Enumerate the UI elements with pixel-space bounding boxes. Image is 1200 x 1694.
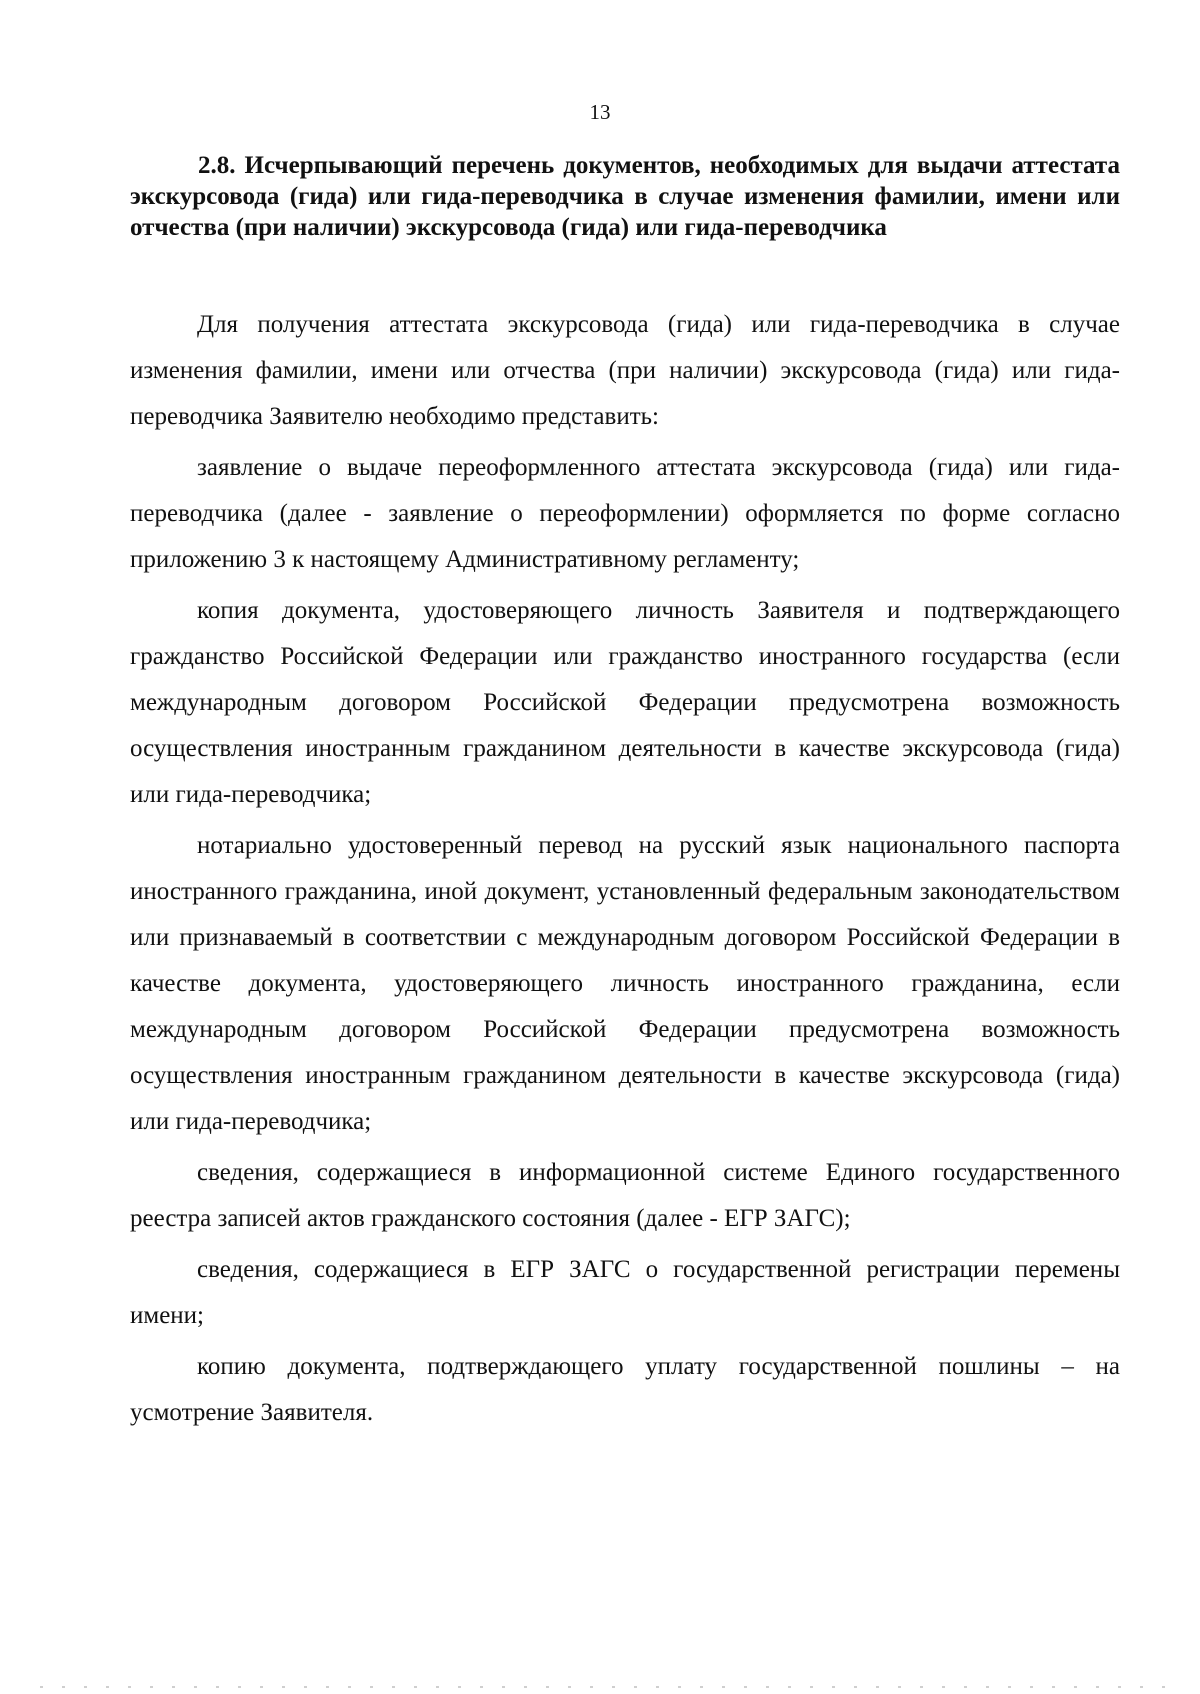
paragraph-name-change-info: сведения, содержащиеся в ЕГР ЗАГС о государственной регистрации перемены имени; xyxy=(130,1256,1120,1329)
document-body xyxy=(130,302,1120,1441)
scan-edge-artifact xyxy=(40,1686,1180,1688)
paragraph-egr-zags-info: сведения, содержащиеся в информационной системе Единого государственного реестра записей актов гражданского состояния (далее - ЕГР ЗАГС); xyxy=(130,1159,1120,1232)
paragraph-identity-copy: копия документа, удостоверяющего личность Заявителя и подтверждающего гражданство Российской Федерации или гражданство иностранного государства (если международным договором Российской Федерации предусмотрена возможность осуществления иностранным гражданином деятельности в качестве экскурсовода (гида) или гида-переводчика; xyxy=(130,597,1120,808)
page-number: 13 xyxy=(589,100,611,124)
paragraph-fee-payment: копию документа, подтверждающего уплату государственной пошлины – на усмотрение Заявителя. xyxy=(130,1353,1120,1426)
section-heading: 2.8. Исчерпывающий перечень документов, необходимых для выдачи аттестата экскурсовода (гида) или гида-переводчика в случае изменения фамилии, имени или отчества (при наличии) экскурсовода (гида) или гида-переводчика xyxy=(130,152,1120,241)
paragraph-application: заявление о выдаче переоформленного аттестата экскурсовода (гида) или гида-переводчика (далее - заявление о переоформлении) оформляется по форме согласно приложению 3 к настоящему Административному регламенту; xyxy=(130,454,1120,573)
paragraph-intro: Для получения аттестата экскурсовода (гида) или гида-переводчика в случае изменения фамилии, имени или отчества (при наличии) экскурсовода (гида) или гида-переводчика Заявителю необходимо представить: xyxy=(130,311,1120,430)
paragraph-passport-translation: нотариально удостоверенный перевод на русский язык национального паспорта иностранного гражданина, иной документ, установленный федеральным законодательством или признаваемый в соответствии с международным договором Российской Федерации в качестве документа, удостоверяющего личность иностранного гражданина, если международным договором Российской Федерации предусмотрена возможность осуществления иностранным гражданином деятельности в качестве экскурсовода (гида) или гида-переводчика; xyxy=(130,832,1120,1135)
